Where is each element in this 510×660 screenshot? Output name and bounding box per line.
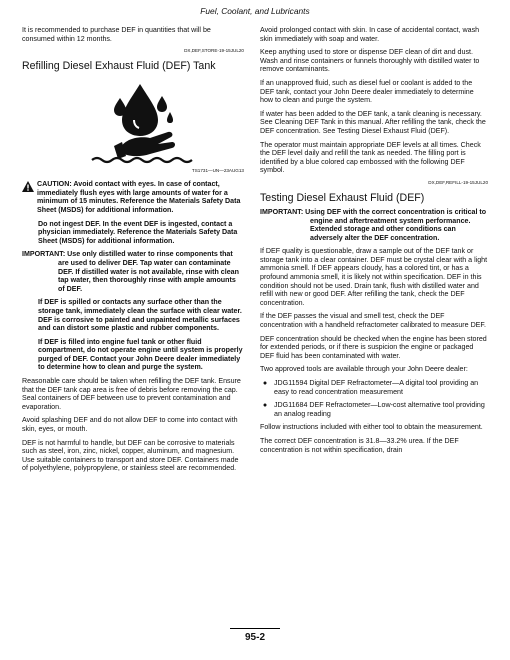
caution-icon xyxy=(22,181,34,192)
ingest-warning: Do not ingest DEF. In the event DEF is ingested, contact a physician immediately. Reference the Materials Safety Data Sheet (MSDS) for additional information. xyxy=(38,219,238,245)
storage-check-paragraph: DEF concentration should be checked when the engine has been stored for extended periods, or if there is suspicion the engine or packaged DEF fluid has been contaminated with water. xyxy=(260,334,487,360)
important-distilled-water: IMPORTANT: Use only distilled water to rinse components that are used to deliver DEF. Tap water can contaminate DEF. If distilled water is not available, rinse with clean tap water, then thoroughly rinse with ample amounts of DEF. xyxy=(22,250,239,293)
clean-paragraph: Keep anything used to store or dispense DEF clean of dirt and dust. Wash and rinse containers or funnels thoroughly with distilled water to remove contaminants. xyxy=(260,48,480,74)
page-rule xyxy=(230,628,280,629)
bullet-icon: ● xyxy=(262,401,268,410)
quality-paragraph: If DEF quality is questionable, draw a sample out of the DEF tank or storage tank into a clear container. DEF must be crystal clear with a light ammonia smell. If DEF appears cloudy, has a colored tint, or has a profound ammonia smell, it is likely not within specification. DEF in this condition should not be used. Drain tank, flush with distilled water and refill with new or good DEF. After refilling the tank, check the DEF concentration. xyxy=(260,247,488,307)
operator-paragraph: The operator must maintain appropriate DEF levels at all times. Check the DEF level daily and refill the tank as needed. The filling port is identified by a blue colored cap embossed with the following DEF symbol. xyxy=(260,140,481,175)
list-item xyxy=(260,401,488,418)
bullet-text: JDG11594 Digital DEF Refractometer—A digital tool providing an easy to read concentration measurement xyxy=(274,379,479,396)
reference-code: DX,DEF,REFILL-19-15JUL20 xyxy=(428,179,488,185)
droplets-hand-icon xyxy=(22,76,244,168)
instructions-paragraph: Follow instructions included with either tool to obtain the measurement. xyxy=(260,423,483,432)
running-header: Fuel, Coolant, and Lubricants xyxy=(200,6,310,16)
section-heading-testing: Testing Diesel Exhaust Fluid (DEF) xyxy=(260,191,425,204)
splash-paragraph: Avoid splashing DEF and do not allow DEF to come into contact with skin, eyes, or mouth. xyxy=(22,416,238,434)
unapproved-fluid-paragraph: If an unapproved fluid, such as diesel fuel or coolant is added to the DEF tank, contact your John Deere dealer immediately to determine how to clean and purge the system. xyxy=(260,78,474,105)
bullet-text: JDG11684 DEF Refractometer—Low-cost alternative tool providing an analog reading xyxy=(274,401,485,418)
def-splash-illustration xyxy=(22,76,244,168)
care-paragraph: Reasonable care should be taken when refilling the DEF tank. Ensure that the DEF tank cap area is free of debris before removing the cap. Seal containers of DEF between use to prevent contamination and evaporation. xyxy=(22,377,241,411)
list-item xyxy=(260,379,488,396)
bullet-icon: ● xyxy=(262,379,268,387)
water-added-paragraph: If water has been added to the DEF tank, a tank cleaning is necessary. See Cleaning DEF Tank in this manual. After refilling the tank, check the DEF concentration. See Testing Diesel Exhaust Fluid (DEF). xyxy=(260,109,486,135)
skin-contact-paragraph: Avoid prolonged contact with skin. In case of accidental contact, wash skin immediately with soap and water. xyxy=(260,26,480,43)
caution-block xyxy=(22,180,244,219)
tools-intro-paragraph: Two approved tools are available through your John Deere dealer: xyxy=(260,365,468,374)
harmful-paragraph: DEF is not harmful to handle, but DEF can be corrosive to materials such as steel, iron, zinc, nickel, copper, aluminum, and magnesium. Use suitable containers to transport and store DEF. Containers made of polyethylene, polypropylene, or stainless steel are recommended. xyxy=(22,438,239,473)
concentration-paragraph: The correct DEF concentration is 31.8—33.2% urea. If the DEF concentration is not within specification, drain xyxy=(260,436,459,454)
fuel-tank-warning: If DEF is filled into engine fuel tank or other fluid compartment, do not operate engine until system is properly purged of DEF. Contact your John Deere dealer immediately to determine how to clean and purge the system. xyxy=(38,337,243,372)
intro-paragraph: It is recommended to purchase DEF in quantities that will be consumed within 12 months. xyxy=(22,26,211,43)
reference-code: DX,DEF,STORE-19-15JUL20 xyxy=(184,48,244,54)
visual-test-paragraph: If the DEF passes the visual and smell test, check the DEF concentration with a handheld refractometer calibrated to measure DEF. xyxy=(260,312,486,330)
spill-warning: If DEF is spilled or contacts any surface other than the storage tank, immediately clean the surface with clear water. DEF is corrosive to painted and unpainted metallic surfaces and can distort some plastic and rubber components. xyxy=(38,298,242,333)
caution-text: CAUTION: Avoid contact with eyes. In case of contact, immediately flush eyes with large amounts of water for a minimum of 15 minutes. Reference the Materials Safety Data Sheet (MSDS) for additional information. xyxy=(37,180,241,214)
figure-code: TS1731—UN—23AUG13 xyxy=(191,168,244,174)
page-number: 95-2 xyxy=(244,632,265,643)
important-concentration: IMPORTANT: Using DEF with the correct concentration is critical to engine and aftertreatment system performance. Extended storage and other conditions can adversely alter the DEF concentration. xyxy=(260,207,487,242)
right-column xyxy=(260,26,488,459)
left-column xyxy=(22,26,244,478)
section-heading-refilling: Refilling Diesel Exhaust Fluid (DEF) Tank xyxy=(22,60,216,73)
